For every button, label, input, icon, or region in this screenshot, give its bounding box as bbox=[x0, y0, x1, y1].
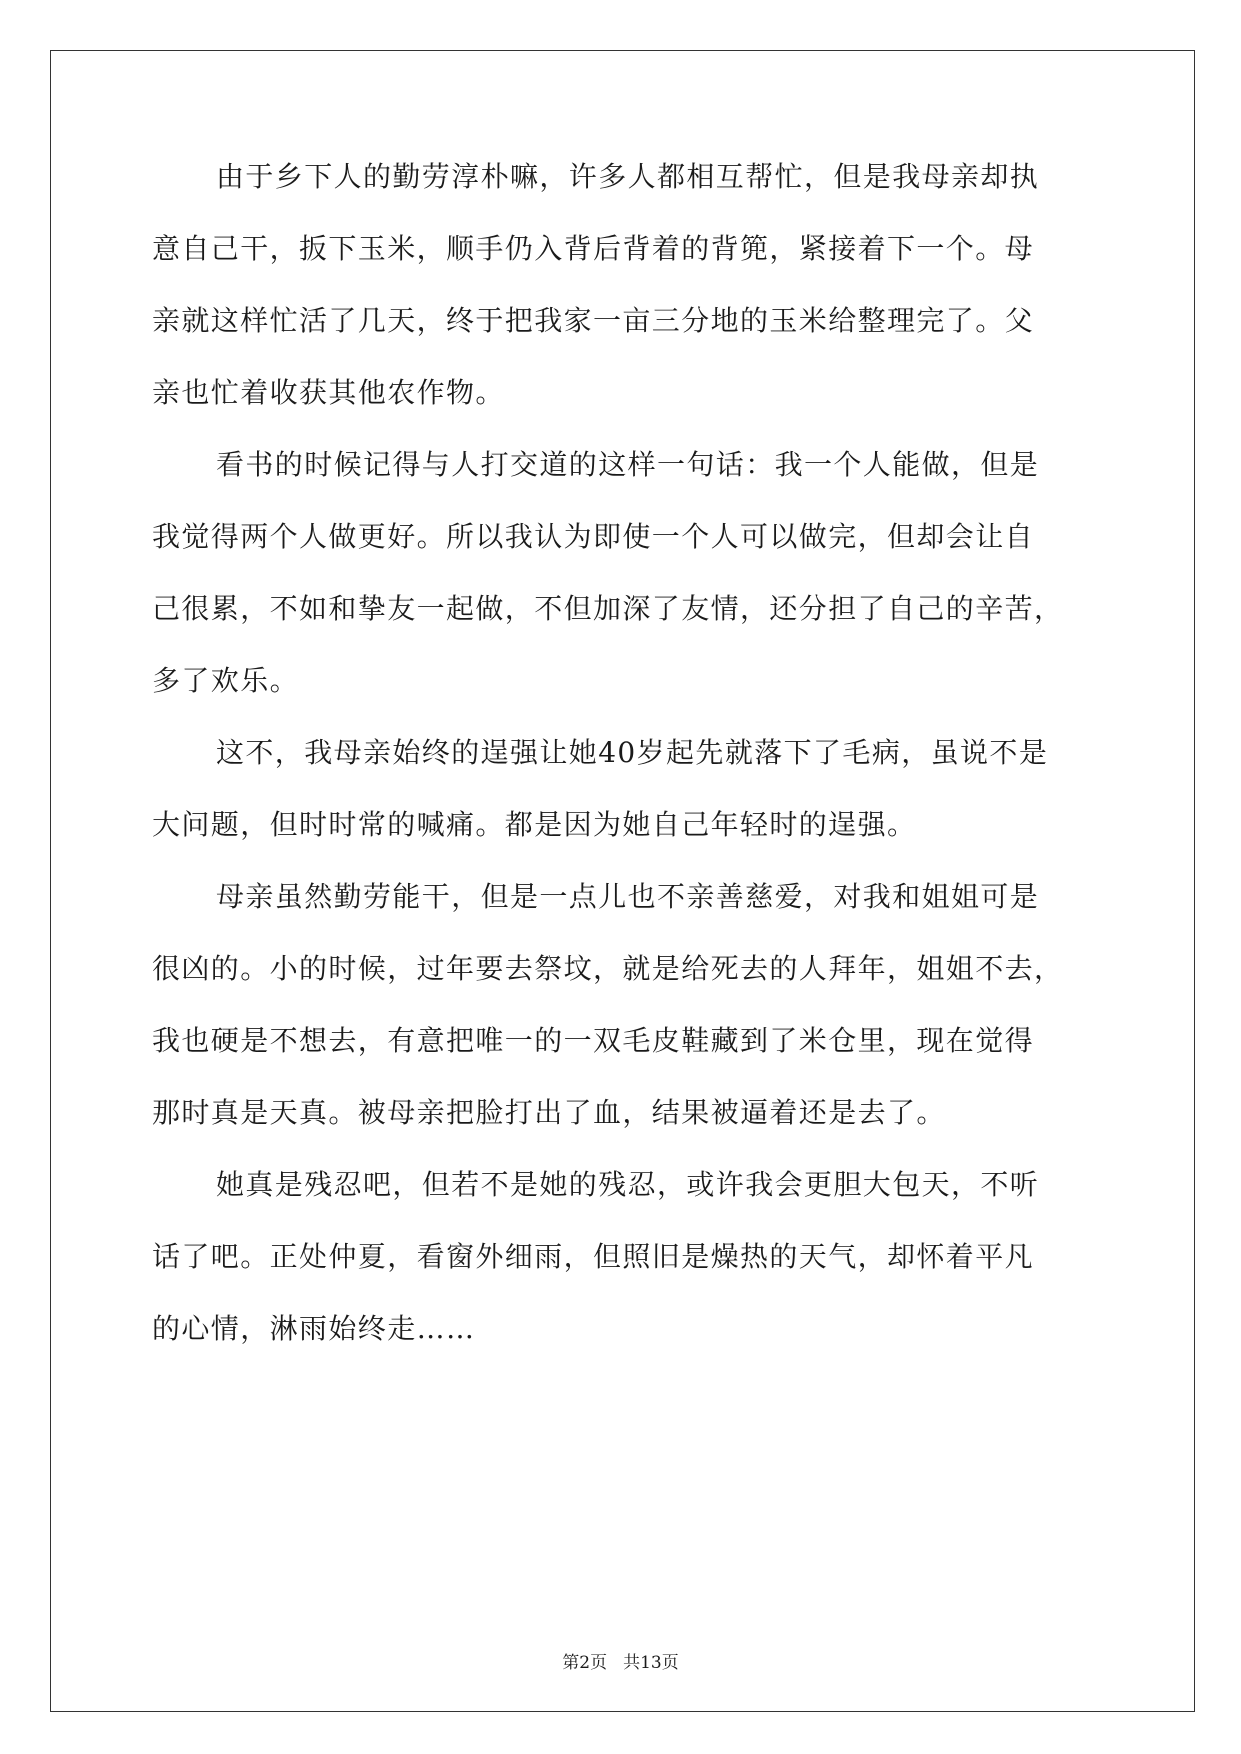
paragraph-1-line-3: 亲就这样忙活了几天，终于把我家一亩三分地的玉米给整理完了。父 bbox=[152, 304, 1035, 337]
paragraph-2-line-3: 己很累，不如和挚友一起做，不但加深了友情，还分担了自己的辛苦， bbox=[152, 592, 1064, 625]
page-footer bbox=[0, 1653, 1241, 1673]
paragraph-4-line-1: 母亲虽然勤劳能干，但是一点儿也不亲善慈爱，对我和姐姐可是 bbox=[216, 880, 1040, 913]
paragraph-2-line-2: 我觉得两个人做更好。所以我认为即使一个人可以做完，但却会让自 bbox=[152, 520, 1035, 553]
total-pages: 共13页 bbox=[623, 1653, 679, 1673]
paragraph-5-line-1: 她真是残忍吧，但若不是她的残忍，或许我会更胆大包天，不听 bbox=[216, 1168, 1040, 1201]
paragraph-5-line-2: 话了吧。正处仲夏，看窗外细雨，但照旧是燥热的天气，却怀着平凡 bbox=[152, 1240, 1035, 1273]
paragraph-4-line-2: 很凶的。小的时候，过年要去祭坟，就是给死去的人拜年，姐姐不去， bbox=[152, 952, 1064, 985]
paragraph-1-line-4: 亲也忙着收获其他农作物。 bbox=[152, 376, 505, 409]
paragraph-1-line-2: 意自己干，扳下玉米，顺手仍入背后背着的背篼，紧接着下一个。母 bbox=[152, 232, 1035, 265]
paragraph-4-line-4: 那时真是天真。被母亲把脸打出了血，结果被逼着还是去了。 bbox=[152, 1096, 946, 1129]
page-number: 第2页 bbox=[562, 1653, 608, 1673]
paragraph-3-line-2: 大问题，但时时常的喊痛。都是因为她自己年轻时的逞强。 bbox=[152, 808, 917, 841]
paragraph-3-line-1: 这不，我母亲始终的逞强让她40岁起先就落下了毛病，虽说不是 bbox=[216, 736, 1049, 769]
paragraph-4-line-3: 我也硬是不想去，有意把唯一的一双毛皮鞋藏到了米仓里，现在觉得 bbox=[152, 1024, 1035, 1057]
paragraph-2-line-1: 看书的时候记得与人打交道的这样一句话：我一个人能做，但是 bbox=[216, 448, 1040, 481]
paragraph-5-line-3: 的心情，淋雨始终走…… bbox=[152, 1312, 476, 1345]
paragraph-1-line-1: 由于乡下人的勤劳淳朴嘛，许多人都相互帮忙，但是我母亲却执 bbox=[216, 160, 1040, 193]
paragraph-2-line-4: 多了欢乐。 bbox=[152, 664, 300, 697]
